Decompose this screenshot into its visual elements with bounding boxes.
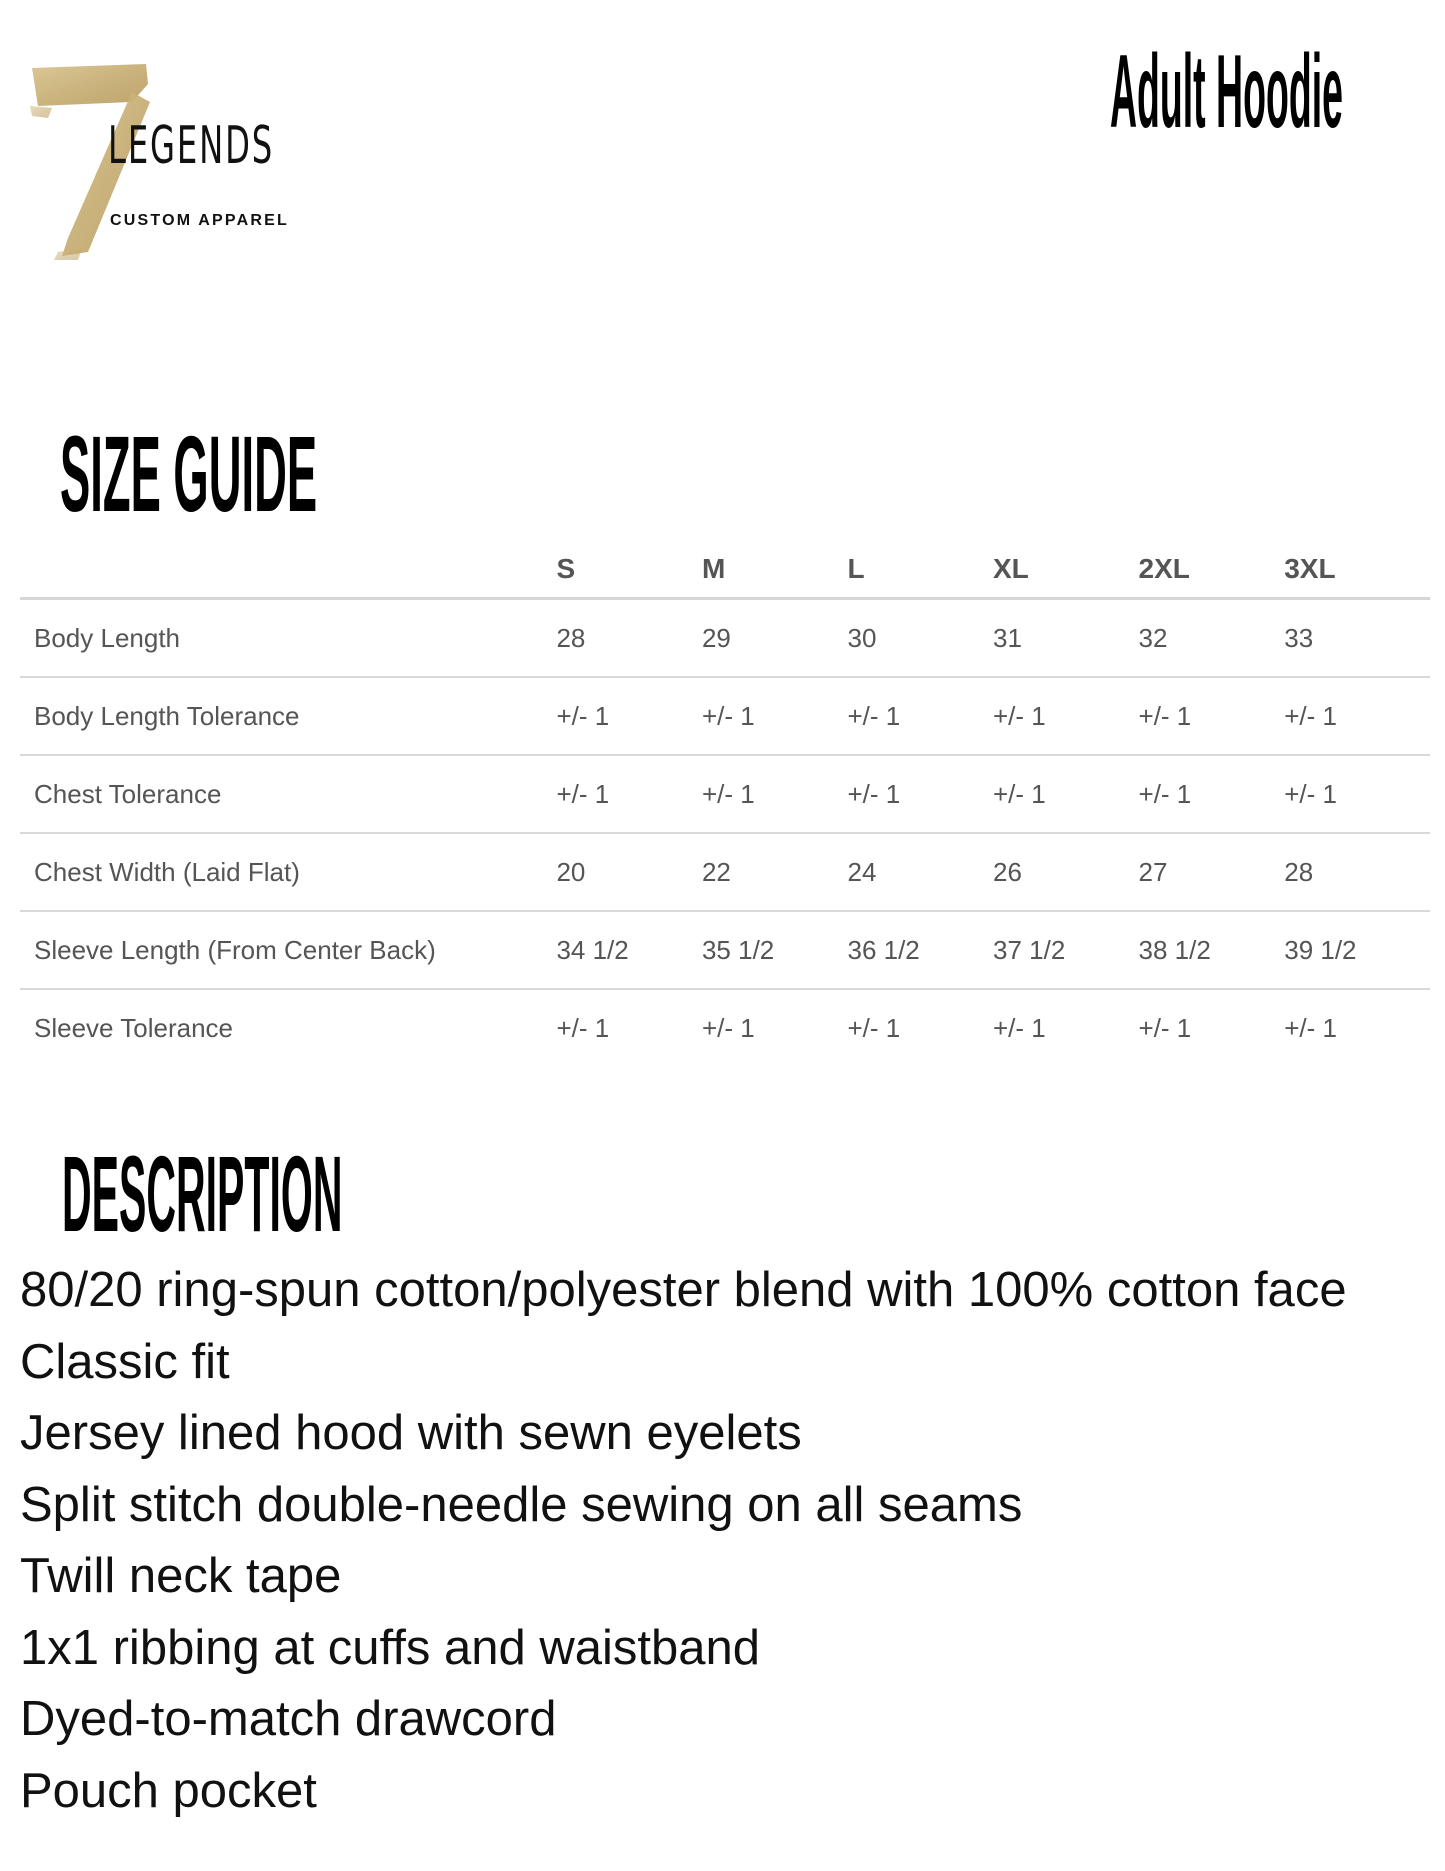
table-cell: +/- 1	[701, 1012, 755, 1043]
size-col-xl: XL	[993, 535, 1139, 599]
table-row	[20, 677, 1430, 755]
table-cell: 29	[702, 599, 848, 678]
list-item: 80/20 ring-spun cotton/polyester blend with 100% cotton face	[20, 1263, 1347, 1317]
table-cell: +/- 1	[702, 677, 848, 755]
table-cell: 30	[847, 599, 993, 678]
brand-logo	[28, 62, 318, 262]
size-header-row	[20, 535, 1430, 599]
size-guide-heading: SIZE GUIDE	[60, 413, 318, 534]
table-cell: 27	[1139, 833, 1285, 911]
list-item: Jersey lined hood with sewn eyelets	[20, 1406, 802, 1460]
size-col-l: L	[847, 535, 993, 599]
list-item: 1x1 ribbing at cuffs and waistband	[20, 1620, 761, 1675]
table-row	[20, 833, 1430, 911]
table-row	[20, 599, 1430, 678]
table-cell: 32	[1139, 599, 1285, 678]
row-label: Chest Width (Laid Flat)	[20, 833, 556, 911]
table-cell: 31	[993, 599, 1139, 678]
table-cell: 24	[847, 833, 993, 911]
table-row	[20, 755, 1430, 833]
table-cell: +/- 1	[1139, 677, 1285, 755]
brand-tagline: CUSTOM APPAREL	[110, 212, 289, 229]
table-cell: 28	[556, 599, 702, 678]
description-list	[20, 1255, 1347, 1827]
table-cell: 26	[993, 833, 1139, 911]
row-label: Sleeve Length (From Center Back)	[20, 911, 556, 989]
list-item: Split stitch double-needle sewing on all seams	[20, 1477, 1023, 1532]
table-cell: +/- 1	[1284, 755, 1430, 833]
table-cell: +/- 1	[847, 755, 993, 833]
table-cell: +/- 1	[556, 677, 702, 755]
table-cell: 28	[1284, 833, 1430, 911]
table-cell: +/- 1	[847, 1012, 901, 1043]
table-cell: 36 1/2	[847, 911, 993, 989]
table-cell: +/- 1	[847, 677, 993, 755]
table-cell: 35 1/2	[702, 911, 848, 989]
size-col-2xl: 2XL	[1139, 535, 1285, 599]
table-cell: +/- 1	[1138, 1012, 1192, 1043]
table-cell: 22	[702, 833, 848, 911]
table-cell: 37 1/2	[993, 911, 1139, 989]
size-table	[20, 535, 1430, 1066]
table-cell: +/- 1	[556, 755, 702, 833]
size-col-m: M	[702, 535, 848, 599]
table-cell: +/- 1	[1284, 677, 1430, 755]
table-cell: 20	[556, 833, 702, 911]
brand-name: LEGENDS	[108, 116, 275, 176]
size-header-blank	[20, 535, 556, 599]
description-heading: DESCRIPTION	[62, 1133, 343, 1254]
table-cell: 38 1/2	[1139, 911, 1285, 989]
size-col-s: S	[556, 535, 702, 599]
table-cell: +/- 1	[993, 755, 1139, 833]
table-cell: 33	[1284, 599, 1430, 678]
table-row	[20, 989, 1430, 1066]
list-item: Pouch pocket	[20, 1763, 317, 1818]
row-label: Body Length Tolerance	[20, 677, 556, 755]
list-item: Twill neck tape	[20, 1549, 342, 1603]
document-title: Adult Hoodie	[1110, 34, 1343, 150]
table-cell: +/- 1	[556, 1012, 610, 1043]
list-item: Classic fit	[20, 1334, 230, 1389]
table-cell: 39 1/2	[1284, 911, 1430, 989]
table-cell: +/- 1	[993, 677, 1139, 755]
table-cell: +/- 1	[702, 755, 848, 833]
table-cell: 34 1/2	[556, 911, 702, 989]
row-label: Sleeve Tolerance	[34, 1012, 233, 1043]
row-label: Chest Tolerance	[20, 755, 556, 833]
table-cell: +/- 1	[1139, 755, 1285, 833]
table-cell: +/- 1	[993, 1012, 1046, 1043]
table-row	[20, 911, 1430, 989]
table-cell: +/- 1	[1284, 1012, 1337, 1043]
size-col-3xl: 3XL	[1284, 535, 1430, 599]
list-item: Dyed-to-match drawcord	[20, 1692, 557, 1746]
row-label: Body Length	[20, 599, 556, 678]
